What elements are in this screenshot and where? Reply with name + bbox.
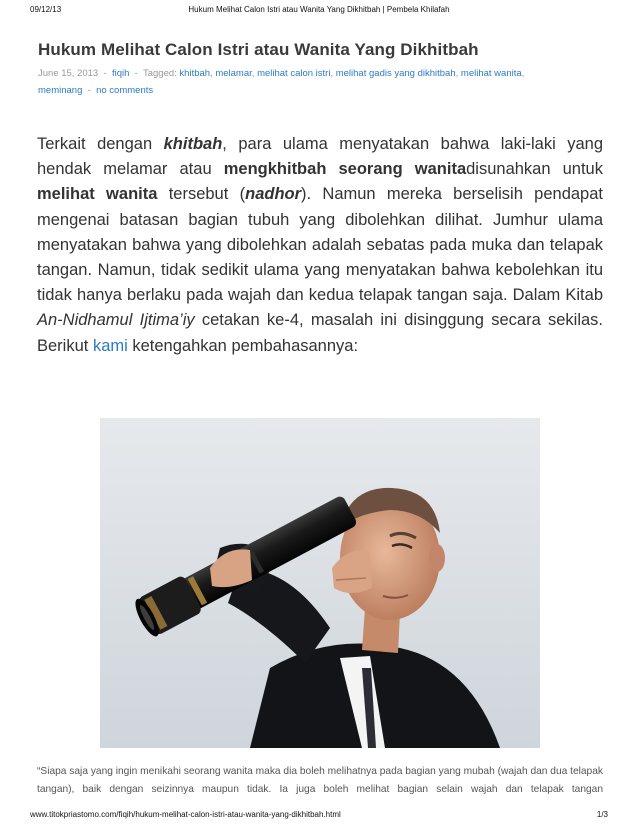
- kami-link[interactable]: kami: [92, 336, 128, 355]
- tag-link[interactable]: meminang: [38, 85, 83, 96]
- term-melihat-wanita: melihat wanita: [37, 185, 158, 204]
- body-text: ). Namun mereka berselisih pendapat mengenai batasan bagian tubuh yang dibolehkan dilihat. Jumhur ulama menyatakan bahwa yang dibolehkan adalah sebatas pada muka dan telapak tangan. Namun, tidak sedikit ulama yang menyatakan bahwa kebolehkan itu tidak hanya berlaku pada wajah dan kedua telapak tangan saja. Dalam Kitab: [37, 185, 603, 305]
- page-number: 1/3: [596, 810, 608, 819]
- print-header: [30, 5, 608, 17]
- tag-link[interactable]: melihat calon istri: [257, 68, 331, 79]
- tag-link[interactable]: melamar: [215, 68, 252, 79]
- term-mengkhitbah: mengkhitbah seorang wanita: [223, 160, 467, 179]
- body-text: disunahkan untuk: [466, 160, 603, 179]
- article-paragraph: [37, 132, 603, 359]
- body-text: Terkait dengan: [37, 135, 164, 153]
- post-date: June 15, 2013: [38, 68, 99, 79]
- tag-link[interactable]: melihat gadis yang dikhitbah: [335, 68, 456, 79]
- meta-separator: -: [87, 85, 91, 96]
- tag-link[interactable]: khitbah: [179, 68, 211, 79]
- page-url: www.titokpriastomo.com/fiqih/hukum-melihat-calon-istri-atau-wanita-yang-dikhitbah.html: [30, 810, 341, 819]
- tagged-label: Tagged:: [142, 68, 177, 79]
- print-footer: [30, 810, 608, 822]
- tag-link[interactable]: melihat wanita: [460, 68, 522, 79]
- body-text: ketengahkan pembahasannya:: [127, 336, 359, 355]
- term-khitbah: khitbah: [163, 135, 223, 153]
- body-text: , para ulama menyatakan bahwa laki-laki yang hendak melamar atau: [37, 135, 604, 179]
- book-title: An-Nidhamul Ijtima’iy: [37, 311, 195, 330]
- meta-separator: -: [103, 68, 107, 79]
- quote-caption: “Siapa saja yang ingin menikahi seorang wanita maka dia boleh melihatnya pada bagian yang mubah (wajah dan dua telapak tangan), baik dengan seizinnya maupun tidak. Ia juga boleh melihat bagian selain wajah dan telapak tangan: [37, 766, 603, 795]
- meta-separator: -: [134, 68, 138, 79]
- post-title: Hukum Melihat Calon Istri atau Wanita Yang Dikhitbah: [38, 40, 479, 59]
- man-with-telescope-image: [100, 418, 540, 748]
- post-meta: June 15, 2013 - fiqih - Tagged: khitbah, melamar, melihat calon istri, melihat gadis yang dikhitbah, melihat wanita, meminang - no comments: [38, 68, 525, 96]
- category-link[interactable]: fiqih: [111, 68, 130, 79]
- print-page-title: Hukum Melihat Calon Istri atau Wanita Yang Dikhitbah | Pembela Khilafah: [188, 5, 450, 14]
- print-date: 09/12/13: [30, 5, 62, 14]
- comments-link[interactable]: no comments: [96, 85, 154, 96]
- body-text: cetakan ke-4, masalah ini disinggung secara sekilas. Berikut: [37, 311, 604, 355]
- body-text: tersebut (: [157, 185, 246, 204]
- article-photo: [100, 418, 540, 748]
- term-nadhor: nadhor: [245, 185, 302, 204]
